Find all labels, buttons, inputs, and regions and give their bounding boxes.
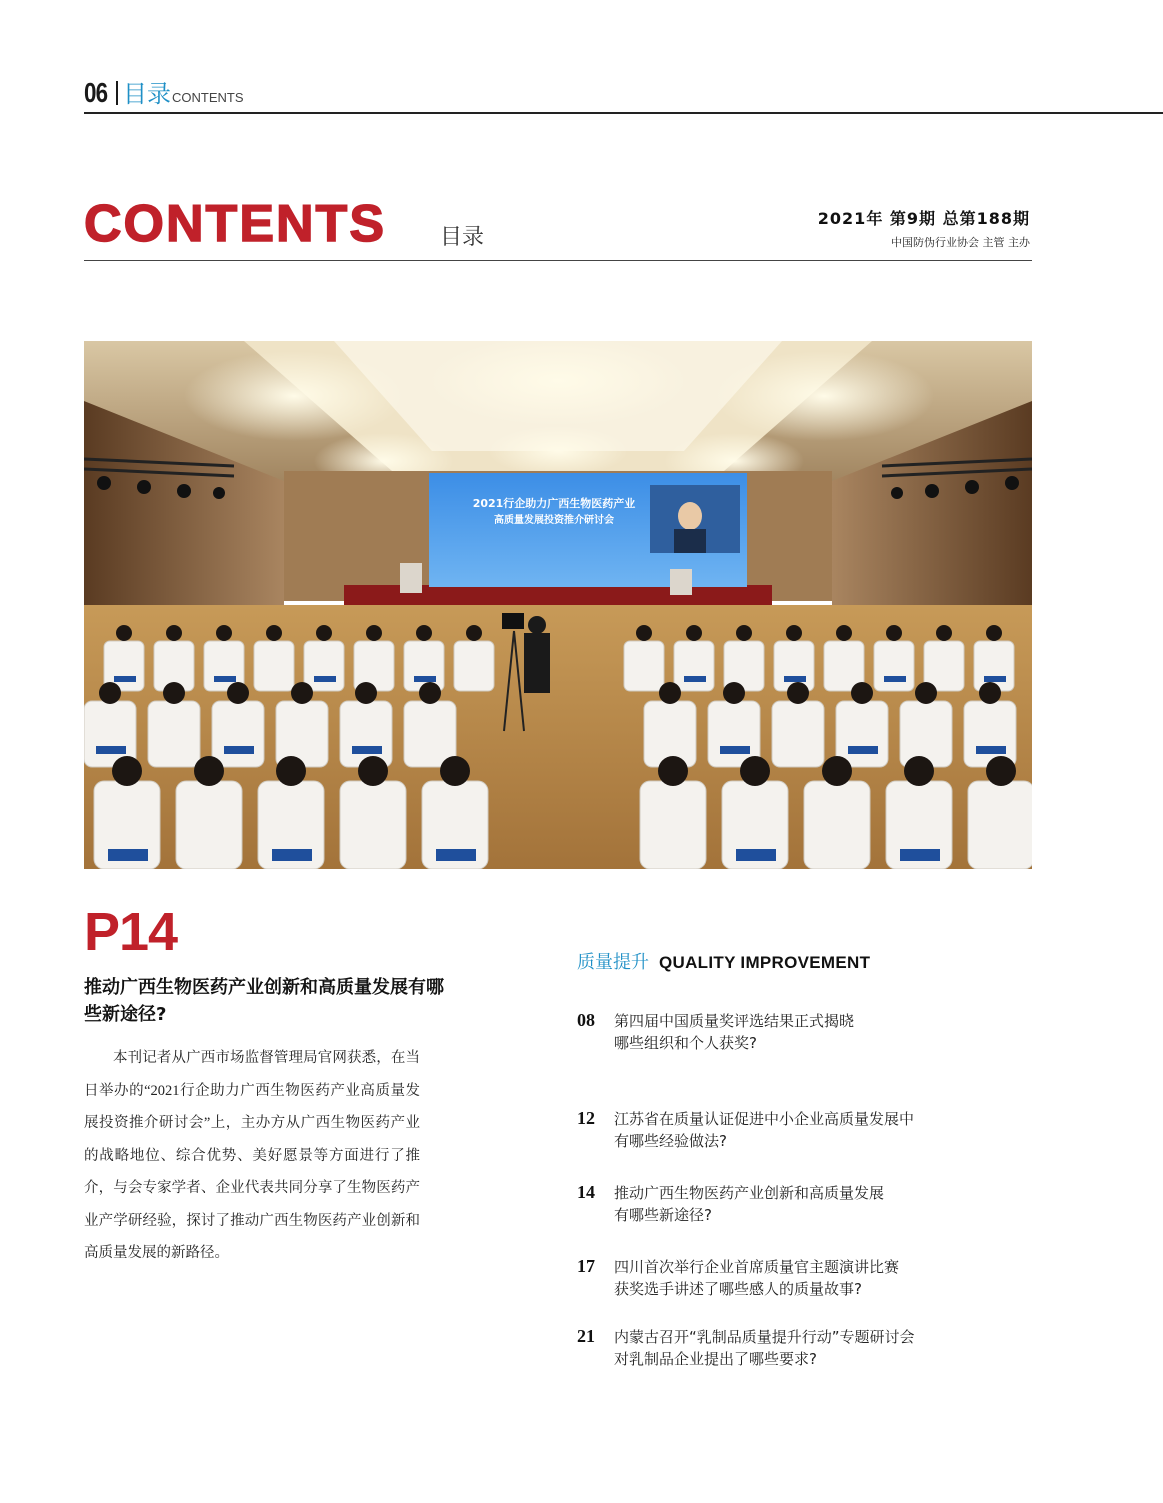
contents-title-en: CONTENTS (84, 195, 386, 253)
feature-body: 本刊记者从广西市场监督管理局官网获悉，在当日举办的“2021行企助力广西生物医药产业高质量发展投资推介研讨会”上，主办方从广西生物医药产业的战略地位、综合优势、美好愿景等方面进行了推介，与会专家学者、企业代表共同分享了生物医药产业产学研经验，探讨了推动广西生物医药产业创新和高质量发展的新路径。 (84, 1050, 420, 1261)
toc-title-line2: 对乳制品企业提出了哪些要求? (614, 1350, 817, 1368)
feature-title[interactable]: 推动广西生物医药产业创新和高质量发展有哪些新途径? (84, 977, 444, 1025)
header-rule (84, 112, 1163, 114)
section-title-cn: 质量提升 (577, 952, 649, 973)
screen-title-line2: 高质量发展投资推介研讨会 (494, 515, 614, 526)
contents-rule (84, 260, 1032, 261)
toc-title-line1: 推动广西生物医药产业创新和高质量发展 (614, 1184, 885, 1202)
issue-info: 2021年 第9期 总第188期 (817, 209, 1030, 228)
toc-title-line2: 有哪些新途径? (614, 1206, 712, 1224)
toc-title-line2: 哪些组织和个人获奖? (614, 1034, 757, 1052)
toc-page-number: 12 (577, 1108, 595, 1128)
toc-page-number: 14 (577, 1182, 595, 1202)
feature-page-label: P14 (84, 902, 178, 962)
toc-page-number: 21 (577, 1326, 595, 1346)
toc-page-number: 08 (577, 1010, 595, 1030)
toc-title-line2: 获奖选手讲述了哪些感人的质量故事? (614, 1280, 862, 1298)
toc-page-number: 17 (577, 1256, 595, 1276)
running-header (84, 74, 244, 110)
toc-title-line1: 内蒙古召开“乳制品质量提升行动”专题研讨会 (614, 1328, 915, 1346)
toc-title-line1: 四川首次举行企业首席质量官主题演讲比赛 (614, 1258, 900, 1276)
header-section-cn: 目录 (123, 80, 171, 108)
section-title-en: QUALITY IMPROVEMENT (659, 953, 871, 972)
conference-photo (84, 341, 1032, 869)
toc-title-line1: 第四届中国质量奖评选结果正式揭晓 (614, 1012, 855, 1030)
toc-title-line2: 有哪些经验做法? (614, 1132, 727, 1150)
screen-title-line1: 2021行企助力广西生物医药产业 (472, 497, 636, 510)
sponsor-info: 中国防伪行业协会 主管 主办 (891, 236, 1030, 249)
section-heading (577, 948, 870, 974)
toc-title-line1: 江苏省在质量认证促进中小企业高质量发展中 (614, 1110, 915, 1128)
contents-title-cn: 目录 (440, 225, 485, 250)
header-page-number: 06 (84, 77, 108, 108)
header-divider (116, 81, 118, 105)
header-section-en: CONTENTS (172, 90, 244, 105)
